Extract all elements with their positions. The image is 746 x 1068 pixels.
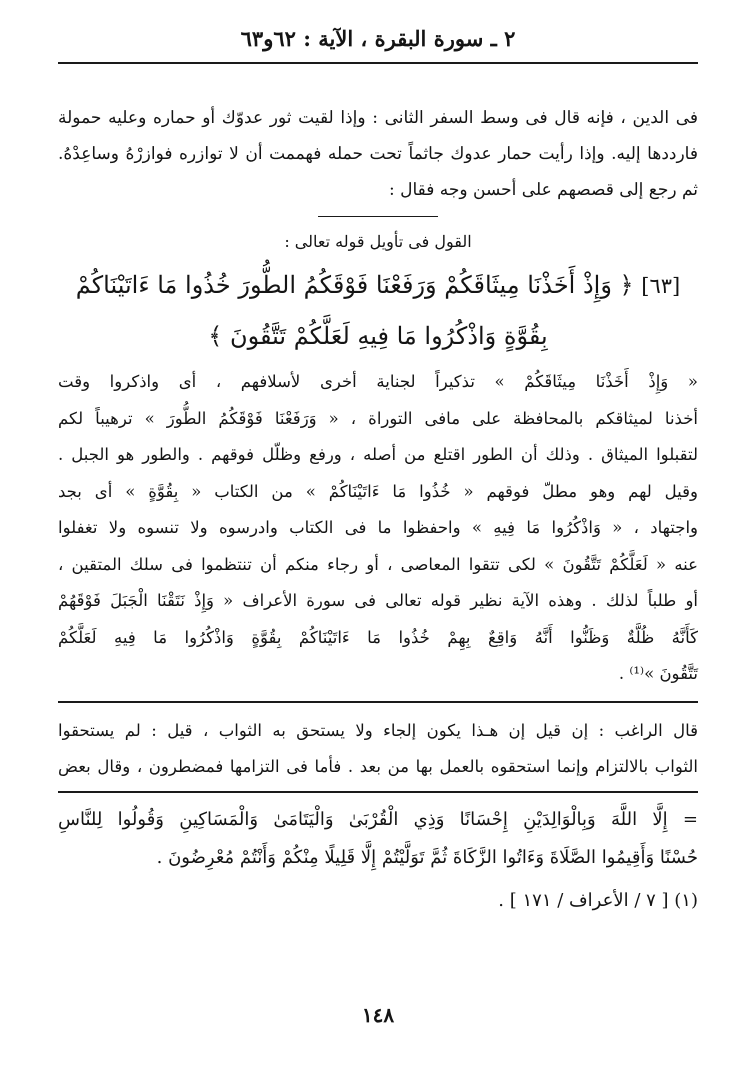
commentary-paragraph [58, 364, 698, 693]
text-line: وقيل لهم وهو مطلّ فوقهم « خُذُوا مَا ءَاتَيْنَاكُمْ » من الكتاب « بِقُوَّةٍ » أى بجد [58, 481, 698, 501]
text-line: واجتهاد ، « وَاذْكُرُوا مَا فِيهِ » واحفظوا ما فى الكتاب وادرسوه ولا تنسوه ولا تغفلوا [58, 518, 698, 537]
text-line: الثواب بالالتزام وإنما استحقوه بالعمل بها من بعد . فأما فى التزامها فمضطرون ، وقال بعض [58, 756, 698, 776]
text-line: أخذنا لميثاقكم بالمحافظة على مافى التوراة ، « وَرَفَعْنَا فَوْقَكُمُ الطُّورَ » ترهيباً لكم [58, 408, 698, 428]
text-line: قال الراغب : إن قيل إن هـذا يكون إلجاء ولا يستحق به الثواب ، قيل : لم يستحقوا [58, 720, 698, 740]
section-title: القول فى تأويل قوله تعالى : [284, 232, 472, 251]
text-line: كَأَنَّهُ ظُلَّةٌ وَظَنُّوا أَنَّهُ وَاقِعٌ بِهِمْ خُذُوا مَا ءَاتَيْنَاكُمْ بِقُوَّةٍ وَاذْكُرُوا مَا فِيهِ لَعَلَّكُمْ [58, 627, 698, 647]
footnote-separator [58, 791, 698, 793]
text-line: فارددها إليه. وإذا رأيت حمار عدوك جاثماً تحت حمله فهممت أن لا توازره فوازرْهُ وساعِدْهُ. [58, 144, 698, 164]
text-line: تَتَّقُونَ »⁽¹⁾ . [618, 664, 698, 683]
text-line: ثم رجع إلى قصصهم على أحسن وجه فقال : [389, 180, 698, 200]
verse-number: [٦٣] [641, 274, 681, 298]
text-line: لتقبلوا الميثاق . وذلك أن الطور اقتلع من أصله ، ورفع وظلّل فوقهم . والطور هو الجبل . [58, 445, 698, 464]
text-line: = إِلَّا اللَّهَ وَبِالْوَالِدَيْنِ إِحْسَانًا وَذِي الْقُرْبَىٰ وَالْيَتَامَىٰ وَالْمَسَاكِينِ وَقُولُوا لِلنَّاسِ [58, 808, 698, 830]
text-line: فى الدين ، فإنه قال فى وسط السفر الثانى : وإذا لقيت ثور عدوّك أو حماره وعليه حمولة [58, 108, 698, 128]
paragraph-divider [58, 701, 698, 703]
page-number: ١٤٨ [361, 1003, 395, 1027]
running-head: ٢ ـ سورة البقرة ، الآية : ٦٢و٦٣ [58, 22, 698, 64]
verse-line-1: ﴿ وَإِذْ أَخَذْنَا مِيثَاقَكُمْ وَرَفَعْنَا فَوْقَكُمُ الطُّورَ خُذُوا مَا ءَاتَيْنَاكُمْ [75, 271, 634, 299]
section-separator [318, 216, 438, 217]
verse-line-2: بِقُوَّةٍ وَاذْكُرُوا مَا فِيهِ لَعَلَّكُمْ تَتَّقُونَ ﴾ [208, 322, 548, 350]
raghib-paragraph [58, 713, 698, 785]
quran-verse [58, 261, 698, 360]
footnote-continuation [58, 801, 698, 877]
footnote: (١) [ ٧ / الأعراف / ١٧١ ] . [498, 889, 698, 911]
text-line: « وَإِذْ أَخَذْنَا مِيثَاقَكُمْ » تذكيراً لجناية أخرى لأسلافهم ، أى واذكروا وقت [58, 372, 698, 391]
text-line: حُسْنًا وَأَقِيمُوا الصَّلَاةَ وَءَاتُوا الزَّكَاةَ ثُمَّ تَوَلَّيْتُمْ إِلَّا قَلِيلًا مِنْكُمْ وَأَنْتُمْ مُعْرِضُونَ . [156, 846, 698, 868]
intro-paragraph [58, 100, 698, 208]
text-line: أو طلباً لذلك . وهذه الآية نظير قوله تعالى فى سورة الأعراف « وَإِذْ نَتَقْنَا الْجَبَلَ فَوْقَهُمْ [58, 591, 698, 610]
book-page [58, 22, 698, 1052]
text-line: عنه « لَعَلَّكُمْ تَتَّقُونَ » لكى تتقوا المعاصى ، أو رجاء منكم أن تنتظموا فى سلك المتقين ، [58, 554, 698, 574]
